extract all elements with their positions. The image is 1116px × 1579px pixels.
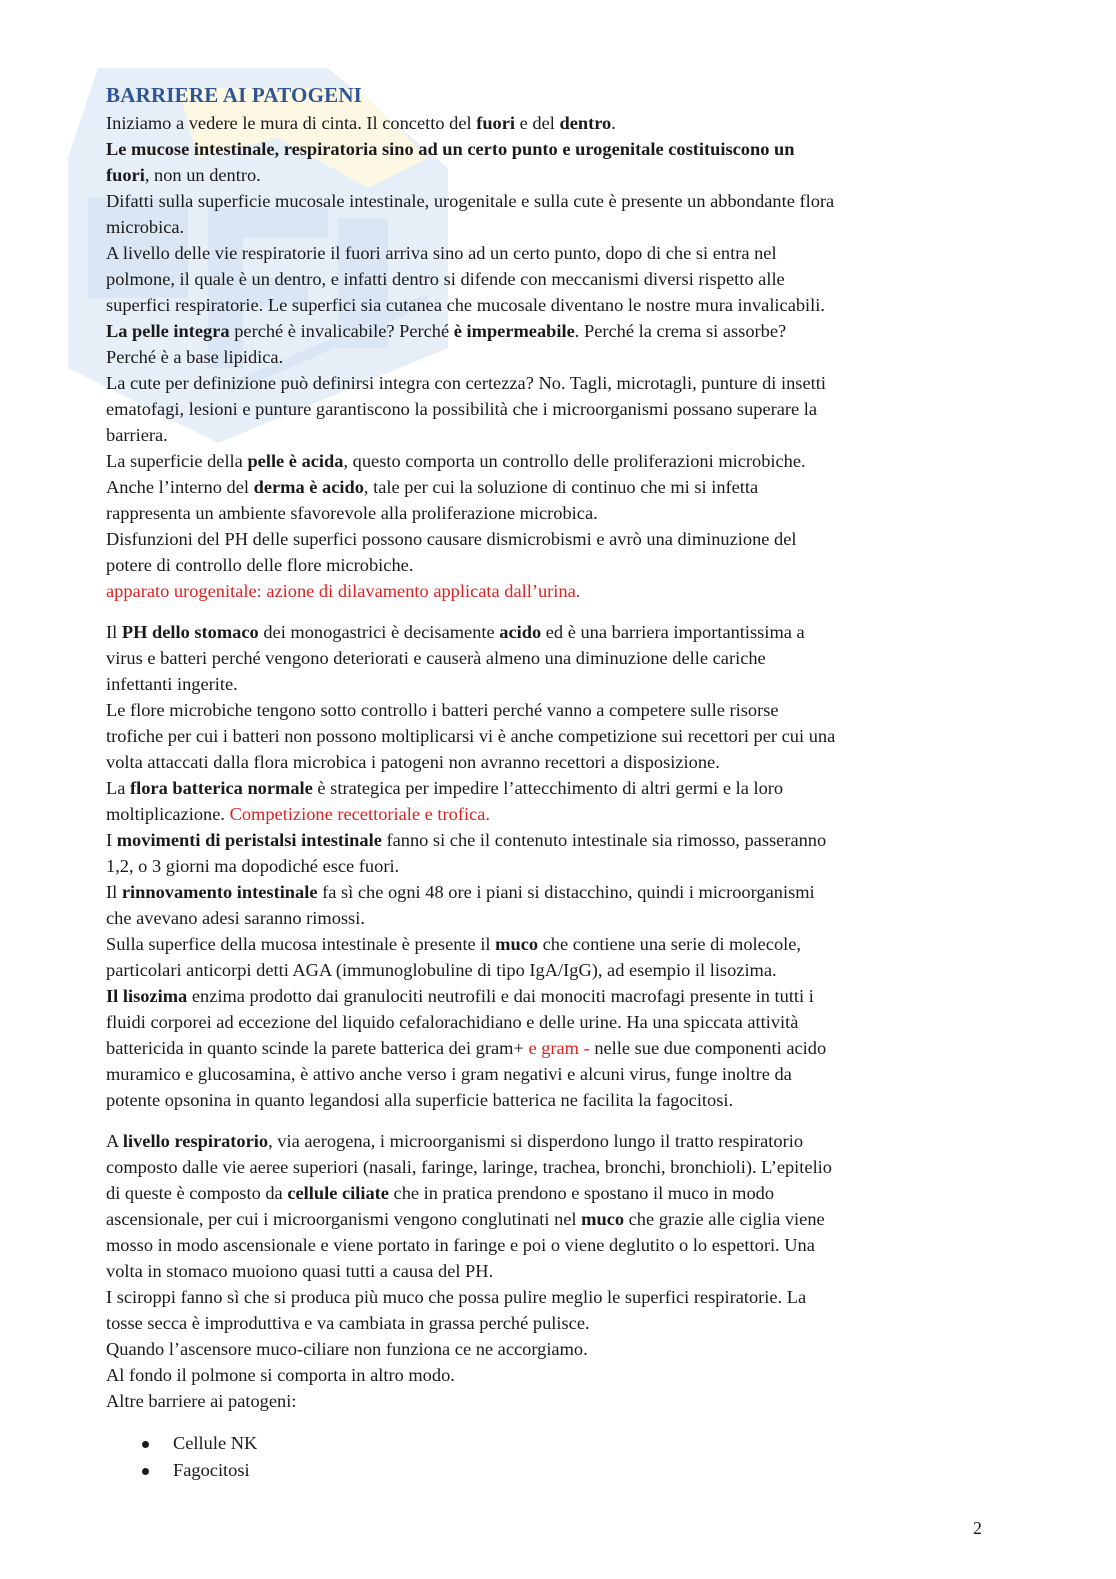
text-span: , via aerogena, i microorganismi si disperdono lungo il tratto respiratorio [268,1131,804,1151]
bold-text: flora batterica normale [130,778,313,798]
text-span: . Perché la crema si assorbe? [574,321,787,341]
bold-text: pelle è acida [247,451,344,471]
text-span: Il [106,622,122,642]
text-line [106,879,986,905]
text-span: A [106,1131,123,1151]
bold-text: fuori [476,113,516,133]
text-span: Sulla superfice della mucosa intestinale è presente il [106,934,496,954]
text-span: Iniziamo a vedere le mura di cinta. Il concetto del [106,113,477,133]
text-line: che avevano adesi saranno rimossi. [106,908,365,928]
paragraph-gap [106,1113,986,1128]
text-span: che in pratica prendono e spostano il muco in modo [388,1183,775,1203]
text-line: polmone, il quale è un dentro, e infatti dentro si difende con meccanismi diversi rispetto alle [106,269,785,289]
text-line: fluidi corporei ad eccezione del liquido cefalorachidiano e delle urine. Ha una spiccata attività [106,1012,799,1032]
bold-text: muco [581,1209,625,1229]
text-line [106,1035,986,1061]
paragraph-respiratory [106,1128,986,1414]
text-line: particolari anticorpi detti AGA (immunoglobuline di tipo IgA/IgG), ad esempio il lisozima. [106,960,777,980]
bullet-icon [142,1468,149,1475]
text-span: fa sì che ogni 48 ore i piani si distacchino, quindi i microorganismi [317,882,815,902]
text-span: che contiene una serie di molecole, [538,934,802,954]
text-span: Il [106,882,122,902]
text-line [106,619,986,645]
text-span: , questo comporta un controllo delle proliferazioni microbiche. [343,451,806,471]
text-line: Le flore microbiche tengono sotto controllo i batteri perché vanno a competere sulle risorse [106,700,779,720]
text-span: La superficie della [106,451,248,471]
text-line [106,448,986,474]
bold-text: è impermeabile [453,321,575,341]
highlight-text: Competizione recettoriale e trofica. [229,804,490,824]
text-line [106,931,986,957]
text-line [106,474,986,500]
highlight-line: apparato urogenitale: azione di dilavamento applicata dall’urina. [106,581,581,601]
text-line [106,110,986,136]
text-span: è strategica per impedire l’attecchimento di altri germi e la loro [312,778,784,798]
text-span: fanno si che il contenuto intestinale sia rimosso, passeranno [381,830,827,850]
bold-text: PH dello stomaco [121,622,259,642]
text-line: Al fondo il polmone si comporta in altro modo. [106,1365,455,1385]
text-line [106,318,986,344]
text-span: moltiplicazione. [106,804,230,824]
text-line: mosso in modo ascensionale e viene portato in faringe e poi o viene deglutito o lo espettori. Una [106,1235,815,1255]
text-span: di queste è composto da [106,1183,288,1203]
text-span: perché è invalicabile? Perché [229,321,454,341]
text-line: A livello delle vie respiratorie il fuori arriva sino ad un certo punto, dopo di che si entra nel [106,243,777,263]
bold-text: rinnovamento intestinale [121,882,318,902]
text-line: microbica. [106,217,185,237]
text-line [106,801,986,827]
bullet-list [106,1430,986,1484]
bold-text: dentro [559,113,612,133]
list-item [106,1430,986,1457]
bold-text: Il lisozima [106,986,188,1006]
text-line: ematofagi, lesioni e punture garantiscono la possibilità che i microorganismi possano superare la [106,399,818,419]
text-line [106,983,986,1009]
bullet-icon [142,1441,149,1448]
text-line: potere di controllo delle flore microbiche. [106,555,414,575]
list-item-label: Cellule NK [173,1433,258,1453]
text-line: tosse secca è improduttiva e va cambiata in grassa perché pulisce. [106,1313,590,1333]
paragraph-barriers [106,110,986,604]
text-line: Perché è a base lipidica. [106,347,284,367]
text-span: nelle sue due componenti acido [589,1038,827,1058]
text-line [106,162,986,188]
paragraph-gap [106,604,986,619]
text-span: La [106,778,130,798]
bold-text: La pelle integra [106,321,230,341]
text-line: muramico e glucosamina, è attivo anche verso i gram negativi e alcuni virus, funge inoltre da [106,1064,792,1084]
highlight-text: e gram - [528,1038,590,1058]
text-span: ed è una barriera importantissima a [541,622,805,642]
text-line: Disfunzioni del PH delle superfici possono causare dismicrobismi e avrò una diminuzione del [106,529,797,549]
page-number: 2 [973,1518,982,1538]
text-line: La cute per definizione può definirsi integra con certezza? No. Tagli, microtagli, punture di insetti [106,373,826,393]
text-line: volta in stomaco muoiono quasi tutti a causa del PH. [106,1261,494,1281]
text-line: rappresenta un ambiente sfavorevole alla proliferazione microbica. [106,503,598,523]
text-line: trofiche per cui i batteri non possono moltiplicarsi vi è anche competizione sui recettori per cui una [106,726,836,746]
paragraph-stomach [106,619,986,1113]
text-line [106,136,986,162]
text-span: che grazie alle ciglia viene [624,1209,825,1229]
bold-text: derma è acido [253,477,364,497]
text-line [106,775,986,801]
text-line: barriera. [106,425,168,445]
bold-text: movimenti di peristalsi intestinale [116,830,382,850]
text-line: infettanti ingerite. [106,674,238,694]
bold-text: acido [499,622,542,642]
text-line: I sciroppi fanno sì che si produca più muco che possa pulire meglio le superfici respiratorie. La [106,1287,807,1307]
text-line: 1,2, o 3 giorni ma dopodiché esce fuori. [106,856,400,876]
text-span: enzima prodotto dai granulociti neutrofili e dai monociti macrofagi presente in tutti i [187,986,814,1006]
text-span: , non un dentro. [144,165,261,185]
text-line: composto dalle vie aeree superiori (nasali, faringe, laringe, trachea, bronchi, bronchioli). L’epitelio [106,1157,832,1177]
list-item-label: Fagocitosi [173,1460,250,1480]
text-span: . [611,113,616,133]
text-line [106,1206,986,1232]
text-line [106,1180,986,1206]
bold-text: fuori [106,165,145,185]
text-span: Anche l’interno del [106,477,254,497]
text-span: , tale per cui la soluzione di continuo che mi si infetta [363,477,759,497]
text-line: virus e batteri perché vengono deteriorati e causerà almeno una diminuzione delle cariche [106,648,766,668]
bold-text: Le mucose intestinale, respiratoria sino ad un certo punto e urogenitale costituiscono un [106,139,795,159]
text-span: I [106,830,117,850]
text-line: Difatti sulla superficie mucosale intestinale, urogenitale e sulla cute è presente un abbondante flora [106,191,835,211]
text-span: e del [515,113,560,133]
text-line: potente opsonina in quanto legandosi alla superficie batterica ne facilita la fagocitosi. [106,1090,734,1110]
bold-text: muco [495,934,539,954]
text-line: Altre barriere ai patogeni: [106,1391,297,1411]
bold-text: cellule ciliate [287,1183,389,1203]
text-line [106,1128,986,1154]
text-span: battericida in quanto scinde la parete batterica dei gram+ [106,1038,529,1058]
text-span: dei monogastrici è decisamente [258,622,500,642]
list-item [106,1457,986,1484]
text-line [106,827,986,853]
document-body [106,80,986,1484]
text-line: volta attaccati dalla flora microbica i patogeni non avranno recettori a disposizione. [106,752,720,772]
text-line: superfici respiratorie. Le superfici sia cutanea che mucosale diventano le nostre mura invalicabili. [106,295,825,315]
bold-text: livello respiratorio [122,1131,269,1151]
text-line: Quando l’ascensore muco-ciliare non funziona ce ne accorgiamo. [106,1339,588,1359]
text-span: ascensionale, per cui i microorganismi vengono conglutinati nel [106,1209,582,1229]
page-title: BARRIERE AI PATOGENI [106,83,363,107]
